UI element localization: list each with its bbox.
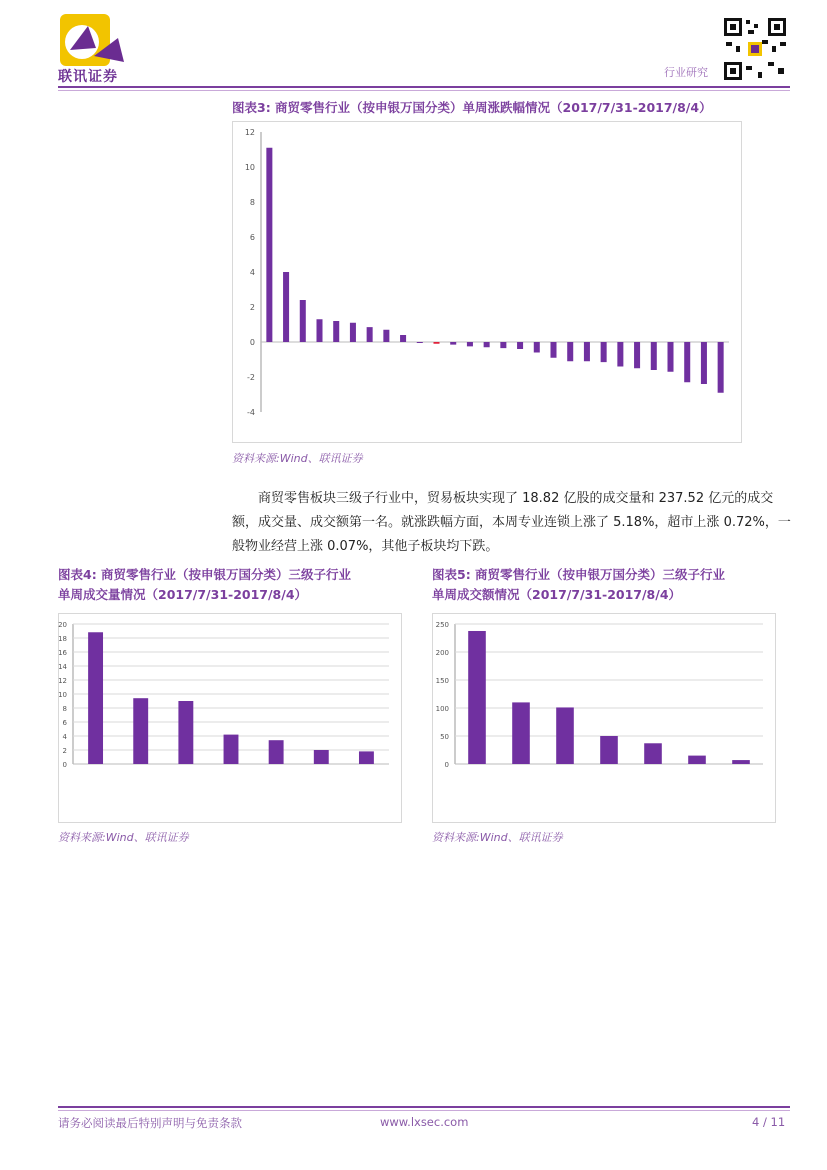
fig5-title-line1: 图表5: 商贸零售行业（按申银万国分类）三级子行业 <box>432 567 726 582</box>
chart-bar <box>350 323 356 342</box>
y-tick-label: 2 <box>62 747 67 755</box>
chart-bar <box>400 335 406 342</box>
y-tick-label: -4 <box>247 408 255 417</box>
chart-bar <box>333 321 339 342</box>
y-tick-label: 100 <box>435 705 449 713</box>
y-tick-label: -2 <box>247 373 255 382</box>
header-divider <box>58 86 790 88</box>
chart-bar <box>133 698 148 764</box>
chart-bar <box>178 701 193 764</box>
chart-bar <box>500 342 506 348</box>
chart-bar <box>644 743 662 764</box>
chart-bar <box>266 148 272 342</box>
chart-bar <box>601 342 607 362</box>
footer-page-number: 4 / 11 <box>752 1115 786 1129</box>
footer-divider-thin <box>58 1110 790 1111</box>
chart-bar <box>534 342 540 353</box>
chart-bar <box>634 342 640 368</box>
fig3-bar-chart <box>233 122 741 442</box>
fig5-bar-chart <box>433 614 775 822</box>
footer-disclaimer: 请务必阅读最后特别声明与免责条款 <box>58 1116 242 1130</box>
y-tick-label: 12 <box>58 677 67 685</box>
footer-divider <box>58 1106 790 1108</box>
chart-bar <box>283 272 289 342</box>
y-tick-label: 8 <box>249 198 255 207</box>
chart-bar <box>550 342 556 358</box>
fig4-title <box>58 565 418 605</box>
y-tick-label: 50 <box>440 733 449 741</box>
chart-bar <box>600 736 618 764</box>
y-tick-label: 18 <box>58 635 67 643</box>
chart-bar <box>269 740 284 764</box>
y-tick-label: 6 <box>62 719 67 727</box>
chart-bar <box>684 342 690 382</box>
fig4-source: 资料来源:Wind、联讯证券 <box>58 831 189 844</box>
y-tick-label: 10 <box>244 163 255 172</box>
y-tick-label: 0 <box>249 338 255 347</box>
y-tick-label: 2 <box>249 303 255 312</box>
chart-bar <box>300 300 306 342</box>
y-tick-label: 14 <box>58 663 67 671</box>
chart-bar <box>316 319 322 342</box>
chart-bar <box>314 750 329 764</box>
chart-bar <box>417 342 423 343</box>
chart-bar <box>450 342 456 345</box>
qr-code-icon <box>722 16 788 82</box>
report-type-label: 行业研究 <box>664 66 708 79</box>
y-tick-label: 0 <box>62 761 67 769</box>
fig3-title: 图表3: 商贸零售行业（按申银万国分类）单周涨跌幅情况（2017/7/31-2017/8/4） <box>232 100 712 115</box>
fig4-title-line1: 图表4: 商贸零售行业（按申银万国分类）三级子行业 <box>58 567 352 582</box>
fig4-chart-frame <box>58 613 402 823</box>
chart-bar <box>584 342 590 361</box>
chart-bar <box>732 760 750 764</box>
chart-bar <box>556 707 574 764</box>
fig5-title-line2: 单周成交额情况（2017/7/31-2017/8/4） <box>432 587 682 602</box>
chart-bar <box>651 342 657 370</box>
chart-bar <box>718 342 724 393</box>
fig3-source: 资料来源:Wind、联讯证券 <box>232 452 363 465</box>
chart-bar <box>467 342 473 346</box>
chart-bar <box>617 342 623 367</box>
y-tick-label: 4 <box>62 733 67 741</box>
y-tick-label: 250 <box>435 621 449 629</box>
chart-bar <box>224 735 239 764</box>
y-tick-label: 0 <box>444 761 449 769</box>
y-tick-label: 20 <box>58 621 67 629</box>
chart-bar <box>367 327 373 342</box>
chart-bar <box>433 342 439 344</box>
chart-bar <box>359 751 374 764</box>
y-tick-label: 4 <box>249 268 255 277</box>
fig3-chart-frame <box>232 121 742 443</box>
y-tick-label: 6 <box>249 233 255 242</box>
fig4-title-line2: 单周成交量情况（2017/7/31-2017/8/4） <box>58 587 308 602</box>
fig4-bar-chart <box>59 614 401 822</box>
footer-url-link[interactable]: www.lxsec.com <box>380 1115 469 1129</box>
chart-bar <box>468 631 486 764</box>
y-tick-label: 200 <box>435 649 449 657</box>
chart-bar <box>383 330 389 342</box>
chart-bar <box>567 342 573 361</box>
y-tick-label: 12 <box>244 128 255 137</box>
fig5-source: 资料来源:Wind、联讯证券 <box>432 831 563 844</box>
body-paragraph: 商贸零售板块三级子行业中，贸易板块实现了 18.82 亿股的成交量和 237.52 亿元的成交额，成交量、成交额第一名。就涨跌幅方面，本周专业连锁上涨了 5.18%，超市上涨 0.72%，一般物业经营上涨 0.07%，其他子板块均下跌。 <box>232 491 791 554</box>
chart-bar <box>688 756 706 764</box>
chart-bar <box>88 632 103 764</box>
fig5-title <box>432 565 792 605</box>
header-divider-thin <box>58 90 790 91</box>
y-tick-label: 150 <box>435 677 449 685</box>
chart-bar <box>484 342 490 347</box>
chart-bar <box>517 342 523 349</box>
fig5-chart-frame <box>432 613 776 823</box>
chart-bar <box>512 702 530 764</box>
chart-bar <box>701 342 707 384</box>
y-tick-label: 8 <box>62 705 67 713</box>
chart-bar <box>667 342 673 372</box>
company-name: 联讯证券 <box>58 69 118 85</box>
y-tick-label: 10 <box>58 691 67 699</box>
y-tick-label: 16 <box>58 649 67 657</box>
